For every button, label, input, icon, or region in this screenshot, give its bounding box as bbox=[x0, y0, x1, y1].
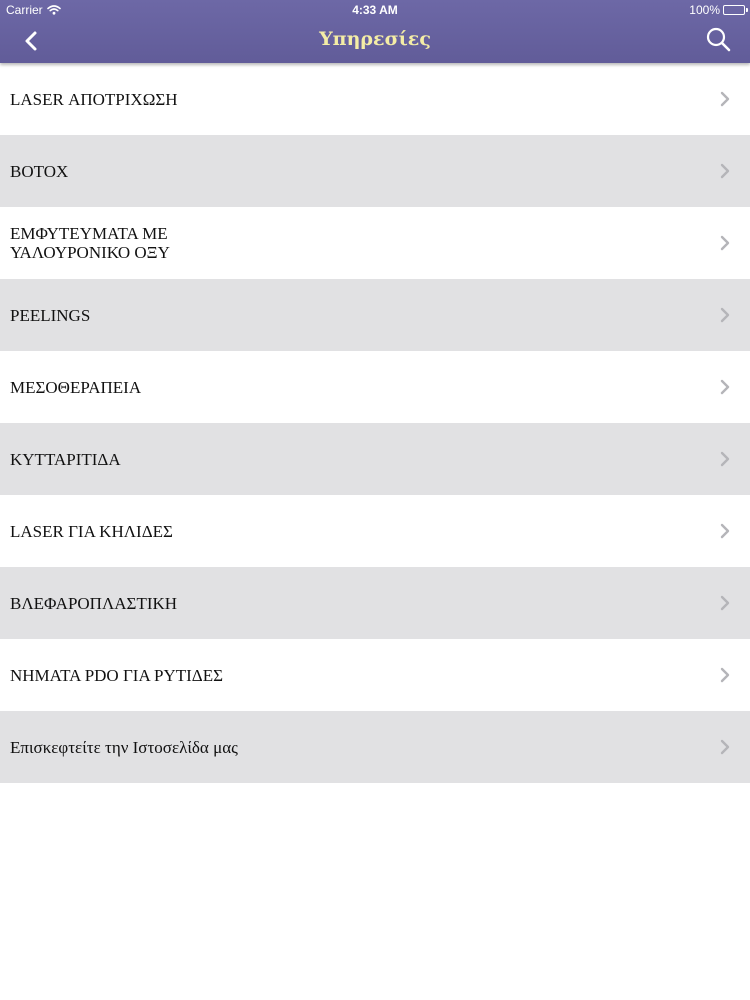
carrier-label: Carrier bbox=[6, 3, 43, 17]
list-item[interactable] bbox=[0, 207, 750, 279]
list-item-label: ΒΛΕΦΑΡΟΠΛΑΣΤΙΚΗ bbox=[10, 593, 178, 613]
services-list bbox=[0, 63, 750, 783]
list-item[interactable] bbox=[0, 423, 750, 495]
list-item[interactable] bbox=[0, 567, 750, 639]
chevron-right-icon bbox=[719, 523, 731, 539]
back-button[interactable] bbox=[18, 26, 46, 56]
page-title: Υπηρεσίες bbox=[319, 28, 431, 50]
list-item-label: ΜΕΣΟΘΕΡΑΠΕΙΑ bbox=[10, 377, 142, 397]
battery-indicator bbox=[689, 3, 745, 17]
chevron-right-icon bbox=[719, 379, 731, 395]
chevron-left-icon bbox=[18, 26, 46, 56]
chevron-right-icon bbox=[719, 307, 731, 323]
list-item-label: PEELINGS bbox=[10, 305, 91, 325]
status-bar bbox=[0, 0, 750, 20]
status-time: 4:33 AM bbox=[352, 3, 398, 17]
list-item-label: LASER ΓΙΑ ΚΗΛΙΔΕΣ bbox=[10, 521, 173, 541]
battery-icon bbox=[723, 5, 745, 15]
search-button[interactable] bbox=[704, 26, 732, 54]
list-item[interactable] bbox=[0, 495, 750, 567]
chevron-right-icon bbox=[719, 667, 731, 683]
list-item[interactable] bbox=[0, 351, 750, 423]
list-item-label: ΚΥΤΤΑΡΙΤΙΔΑ bbox=[10, 449, 121, 469]
list-item[interactable] bbox=[0, 711, 750, 783]
list-item[interactable] bbox=[0, 639, 750, 711]
chevron-right-icon bbox=[719, 235, 731, 251]
list-item-label: LASER ΑΠΟΤΡΙΧΩΣΗ bbox=[10, 89, 178, 109]
list-item-label: BOTOX bbox=[10, 161, 69, 181]
chevron-right-icon bbox=[719, 595, 731, 611]
battery-percent: 100% bbox=[689, 3, 720, 17]
chevron-right-icon bbox=[719, 163, 731, 179]
search-icon bbox=[704, 26, 732, 54]
list-item-label: ΕΜΦΥΤΕΥΜΑΤΑ ΜΕ ΥΑΛΟΥΡΟΝΙΚΟ ΟΞΥ bbox=[10, 224, 170, 262]
list-item[interactable] bbox=[0, 63, 750, 135]
list-item[interactable] bbox=[0, 279, 750, 351]
navigation-bar bbox=[0, 20, 750, 63]
chevron-right-icon bbox=[719, 451, 731, 467]
chevron-right-icon bbox=[719, 91, 731, 107]
chevron-right-icon bbox=[719, 739, 731, 755]
list-item-label: Επισκεφτείτε την Ιστοσελίδα μας bbox=[10, 737, 238, 757]
top-bar bbox=[0, 0, 750, 63]
list-item[interactable] bbox=[0, 135, 750, 207]
list-item-label: ΝΗΜΑΤΑ PDO ΓΙΑ ΡΥΤΙΔΕΣ bbox=[10, 665, 224, 685]
